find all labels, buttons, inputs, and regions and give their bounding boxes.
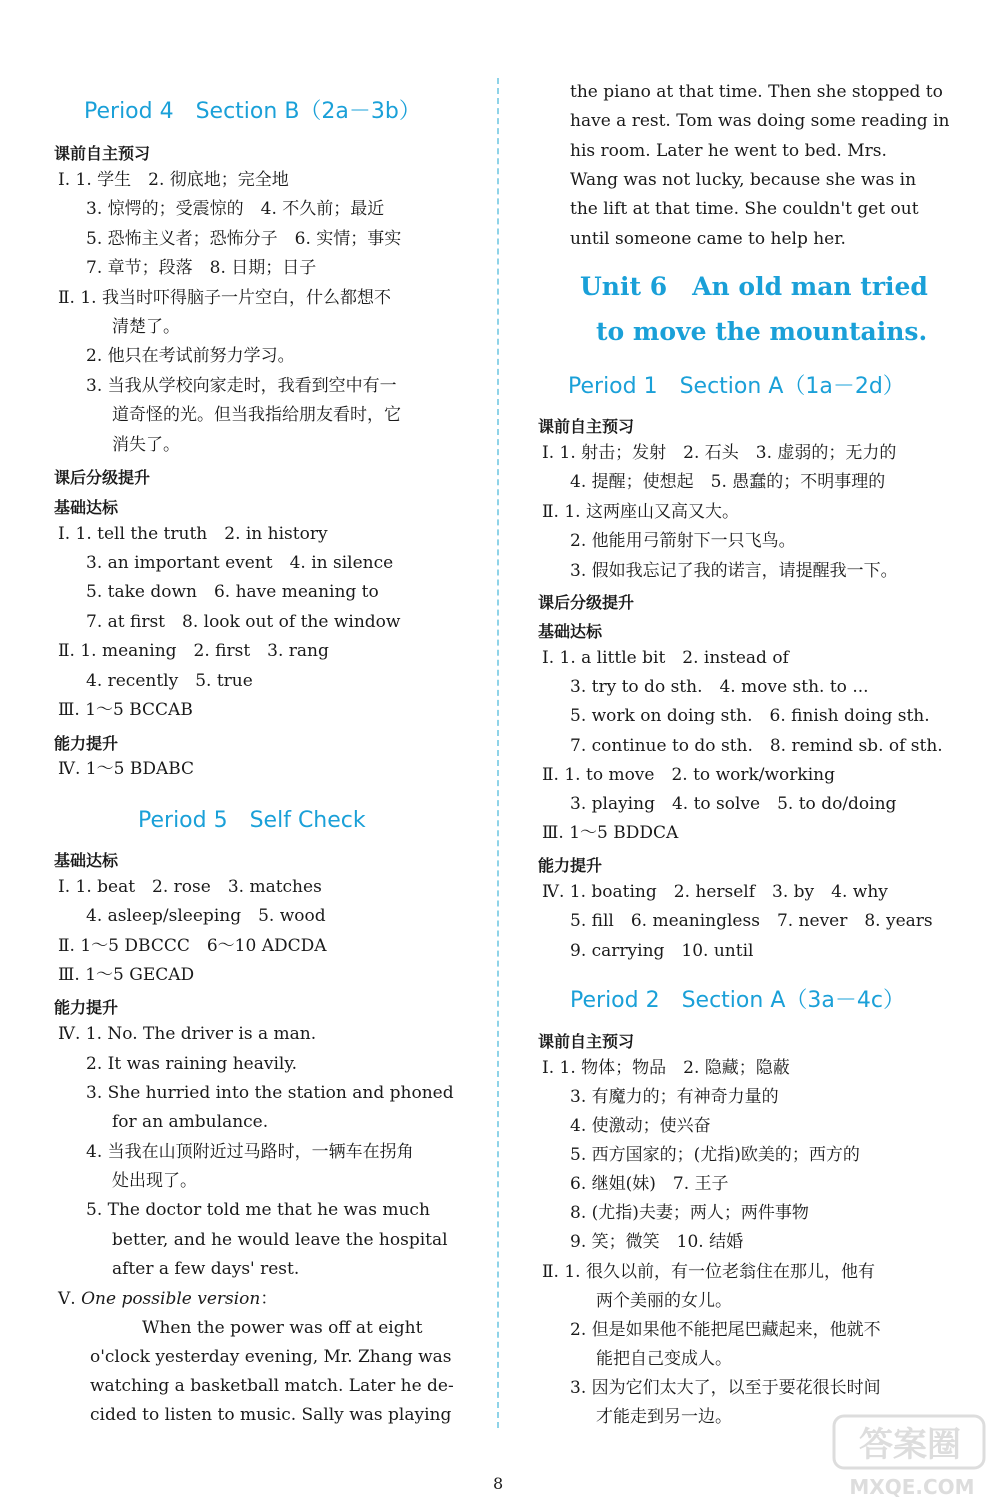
heading-post-study: 课后分级提升 bbox=[538, 593, 635, 612]
text-line: Ⅰ. 1. a little bit 2. instead of bbox=[542, 648, 789, 668]
text-line: 7. 章节；段落 8. 日期；日子 bbox=[86, 258, 317, 278]
text-line: 9. 笑；微笑 10. 结婚 bbox=[570, 1232, 744, 1252]
text-line: Ⅲ. 1～5 GECAD bbox=[58, 965, 195, 985]
text-line: 6. 继姐(妹) 7. 王子 bbox=[570, 1174, 729, 1194]
section-label: Ⅴ. bbox=[58, 1289, 76, 1309]
text-line: 消失了。 bbox=[112, 435, 180, 455]
text-line: When the power was off at eight bbox=[142, 1318, 423, 1338]
text-line: 清楚了。 bbox=[112, 317, 180, 337]
text-line: 2. 他能用弓箭射下一只飞鸟。 bbox=[570, 531, 796, 551]
text-line: Ⅱ. 1. 这两座山又高又大。 bbox=[542, 502, 739, 522]
watermark-top: 答案圈 bbox=[859, 1425, 961, 1465]
text-line: his room. Later he went to bed. Mrs. bbox=[570, 141, 887, 161]
text-line: 3. an important event 4. in silence bbox=[86, 553, 394, 573]
text-line: Ⅲ. 1～5 BCCAB bbox=[58, 700, 193, 720]
text-line: 2. It was raining heavily. bbox=[86, 1054, 298, 1074]
text-line: Ⅱ. 1. to move 2. to work/working bbox=[542, 765, 835, 785]
text-line: o'clock yesterday evening, Mr. Zhang was bbox=[90, 1347, 452, 1367]
text-line: 7. continue to do sth. 8. remind sb. of sth. bbox=[570, 736, 943, 756]
unit-title: to move the mountains. bbox=[596, 317, 928, 346]
text-line: 3. 当我从学校向家走时，我看到空中有一 bbox=[86, 376, 397, 396]
text-line: 9. carrying 10. until bbox=[570, 941, 754, 961]
text-line: 道奇怪的光。但当我指给朋友看时，它 bbox=[112, 405, 401, 425]
text-line: have a rest. Tom was doing some reading in bbox=[570, 111, 950, 131]
period5-title: Period 5 Self Check bbox=[138, 808, 366, 833]
text-line: 5. take down 6. have meaning to bbox=[86, 582, 379, 602]
text-line: Ⅰ. 1. tell the truth 2. in history bbox=[58, 524, 328, 544]
period2-title: Period 2 Section A（3a－4c） bbox=[570, 988, 905, 1013]
text-line: 2. 他只在考试前努力学习。 bbox=[86, 346, 295, 366]
column-divider bbox=[497, 78, 499, 1428]
text-line: 4. 提醒；使想起 5. 愚蠢的；不明事理的 bbox=[570, 472, 886, 492]
text-line: after a few days' rest. bbox=[112, 1259, 300, 1279]
text-line: Ⅰ. 1. 物体；物品 2. 隐藏；隐蔽 bbox=[542, 1058, 790, 1078]
text-line: 处出现了。 bbox=[112, 1171, 197, 1191]
text-line: 3. 惊愕的；受震惊的 4. 不久前；最近 bbox=[86, 199, 385, 219]
text-line: 两个美丽的女儿。 bbox=[596, 1291, 732, 1311]
text-line: 8. (尤指)夫妻；两人；两件事物 bbox=[570, 1203, 809, 1223]
text-line: Ⅳ. 1. No. The driver is a man. bbox=[58, 1024, 317, 1044]
text-line: 4. 使激动；使兴奋 bbox=[570, 1116, 711, 1136]
text-line: 5. 恐怖主义者；恐怖分子 6. 实情；事实 bbox=[86, 229, 402, 249]
text-line: 5. fill 6. meaningless 7. never 8. years bbox=[570, 911, 933, 931]
text-line: Ⅰ. 1. beat 2. rose 3. matches bbox=[58, 877, 322, 897]
text-line: 3. 有魔力的；有神奇力量的 bbox=[570, 1087, 779, 1107]
text-line: 5. The doctor told me that he was much bbox=[86, 1200, 430, 1220]
text-line: Ⅳ. 1～5 BDABC bbox=[58, 759, 195, 779]
text-line: better, and he would leave the hospital bbox=[112, 1230, 448, 1250]
heading-pre-study: 课前自主预习 bbox=[538, 417, 635, 436]
text-line: until someone came to help her. bbox=[570, 229, 846, 249]
colon: ： bbox=[260, 1289, 278, 1309]
heading-basic: 基础达标 bbox=[54, 498, 119, 517]
text-line: 4. recently 5. true bbox=[86, 671, 253, 691]
heading-ability: 能力提升 bbox=[54, 998, 119, 1017]
text-line bbox=[58, 1288, 277, 1310]
text-line: 5. work on doing sth. 6. finish doing sth. bbox=[570, 706, 930, 726]
text-line: cided to listen to music. Sally was playing bbox=[90, 1405, 452, 1425]
text-line: the lift at that time. She couldn't get out bbox=[570, 199, 919, 219]
unit-title: Unit 6 An old man tried bbox=[580, 272, 928, 301]
page-number: 8 bbox=[493, 1474, 504, 1493]
text-line: 4. asleep/sleeping 5. wood bbox=[86, 906, 326, 926]
text-line: 2. 但是如果他不能把尾巴藏起来，他就不 bbox=[570, 1320, 881, 1340]
text-line: Ⅳ. 1. boating 2. herself 3. by 4. why bbox=[542, 882, 888, 902]
text-line: 能把自己变成人。 bbox=[596, 1349, 732, 1369]
text-line: the piano at that time. Then she stopped to bbox=[570, 82, 943, 102]
heading-post-study: 课后分级提升 bbox=[54, 468, 151, 487]
watermark-bottom: MXQE.COM bbox=[849, 1475, 975, 1499]
text-line: 7. at first 8. look out of the window bbox=[86, 612, 401, 632]
heading-basic: 基础达标 bbox=[54, 851, 119, 870]
heading-pre-study: 课前自主预习 bbox=[54, 144, 151, 163]
period1-title: Period 1 Section A（1a－2d） bbox=[568, 374, 905, 399]
text-line: Ⅱ. 1. meaning 2. first 3. rang bbox=[58, 641, 329, 661]
text-line: Ⅱ. 1. 我当时吓得脑子一片空白，什么都想不 bbox=[58, 288, 391, 308]
text-line: Ⅰ. 1. 射击；发射 2. 石头 3. 虚弱的；无力的 bbox=[542, 443, 897, 463]
text-line: 才能走到另一边。 bbox=[596, 1407, 732, 1427]
text-line: Ⅱ. 1～5 DBCCC 6～10 ADCDA bbox=[58, 936, 327, 956]
heading-pre-study: 课前自主预习 bbox=[538, 1032, 635, 1051]
text-line: 3. playing 4. to solve 5. to do/doing bbox=[570, 794, 897, 814]
text-line: Ⅲ. 1～5 BDDCA bbox=[542, 823, 679, 843]
text-line: watching a basketball match. Later he de- bbox=[90, 1376, 454, 1396]
watermark-logo bbox=[828, 1410, 996, 1502]
heading-basic: 基础达标 bbox=[538, 622, 603, 641]
text-line: Wang was not lucky, because she was in bbox=[570, 170, 917, 190]
text-line: 3. She hurried into the station and phoned bbox=[86, 1083, 454, 1103]
text-line: Ⅱ. 1. 很久以前，有一位老翁住在那儿，他有 bbox=[542, 1262, 875, 1282]
heading-ability: 能力提升 bbox=[538, 856, 603, 875]
text-line: 5. 西方国家的；(尤指)欧美的；西方的 bbox=[570, 1145, 860, 1165]
text-line: 3. 因为它们太大了，以至于要花很长时间 bbox=[570, 1378, 881, 1398]
heading-ability: 能力提升 bbox=[54, 734, 119, 753]
period4-title: Period 4 Section B（2a－3b） bbox=[84, 99, 421, 124]
text-line: Ⅰ. 1. 学生 2. 彻底地；完全地 bbox=[58, 170, 289, 190]
version-label: One possible version bbox=[81, 1289, 261, 1309]
text-line: 4. 当我在山顶附近过马路时，一辆车在拐角 bbox=[86, 1142, 414, 1162]
text-line: 3. try to do sth. 4. move sth. to ... bbox=[570, 677, 869, 697]
text-line: for an ambulance. bbox=[112, 1112, 269, 1132]
text-line: 3. 假如我忘记了我的诺言，请提醒我一下。 bbox=[570, 561, 898, 581]
